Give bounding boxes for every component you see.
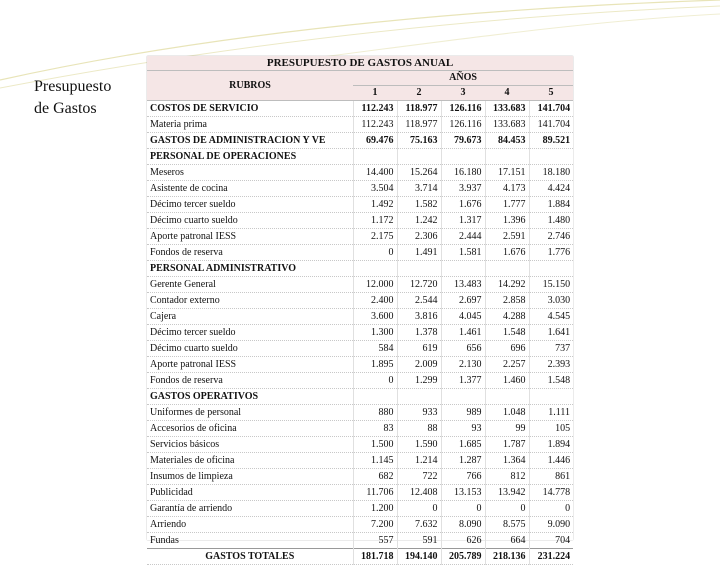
row-value-year-2: 118.977	[397, 117, 441, 133]
row-value-year-5: 4.424	[529, 181, 573, 197]
row-value-year-1: 1.145	[353, 453, 397, 469]
row-value-year-2: 619	[397, 341, 441, 357]
row-value-year-4: 2.257	[485, 357, 529, 373]
slide-title-line1: Presupuesto	[34, 78, 112, 95]
table-row	[147, 341, 573, 357]
row-label: Cajera	[147, 309, 353, 325]
row-value-year-4: 696	[485, 341, 529, 357]
table-row	[147, 101, 573, 117]
row-value-year-5: 1.446	[529, 453, 573, 469]
row-value-year-3: 4.045	[441, 309, 485, 325]
row-value-year-1: 83	[353, 421, 397, 437]
row-value-year-1: 1.300	[353, 325, 397, 341]
row-value-year-2: 75.163	[397, 133, 441, 149]
table-row	[147, 133, 573, 149]
row-value-year-2: 591	[397, 533, 441, 549]
row-value-year-2: 1.214	[397, 453, 441, 469]
row-value-year-5: 1.894	[529, 437, 573, 453]
row-value-year-4: 99	[485, 421, 529, 437]
row-value-year-5: 3.030	[529, 293, 573, 309]
row-value-year-4: 4.173	[485, 181, 529, 197]
row-value-year-3: 1.581	[441, 245, 485, 261]
row-label: Publicidad	[147, 485, 353, 501]
year-header-2: 2	[397, 86, 441, 101]
row-value-year-5	[529, 149, 573, 165]
row-value-year-4: 133.683	[485, 117, 529, 133]
row-value-year-1: 0	[353, 245, 397, 261]
year-header-5: 5	[529, 86, 573, 101]
row-value-year-1: 3.504	[353, 181, 397, 197]
row-value-year-2: 1.582	[397, 197, 441, 213]
row-value-year-2: 2.306	[397, 229, 441, 245]
table-row	[147, 261, 573, 277]
row-value-year-2: 15.264	[397, 165, 441, 181]
row-value-year-2	[397, 149, 441, 165]
rubros-header: RUBROS	[147, 71, 353, 101]
row-value-year-5: 861	[529, 469, 573, 485]
row-value-year-3: 1.685	[441, 437, 485, 453]
row-value-year-2: 7.632	[397, 517, 441, 533]
row-value-year-1: 1.172	[353, 213, 397, 229]
row-label: Meseros	[147, 165, 353, 181]
row-value-year-3: 766	[441, 469, 485, 485]
row-value-year-4: 1.676	[485, 245, 529, 261]
row-label: GASTOS DE ADMINISTRACION Y VE	[147, 133, 353, 149]
row-value-year-3: 989	[441, 405, 485, 421]
row-value-year-4: 1.048	[485, 405, 529, 421]
table-row	[147, 293, 573, 309]
row-value-year-3: 626	[441, 533, 485, 549]
row-label: PERSONAL ADMINISTRATIVO	[147, 261, 353, 277]
year-header-1: 1	[353, 86, 397, 101]
table-row	[147, 549, 573, 565]
row-value-year-2	[397, 261, 441, 277]
row-value-year-3	[441, 389, 485, 405]
table-row	[147, 357, 573, 373]
row-value-year-2: 0	[397, 501, 441, 517]
row-value-year-1: 12.000	[353, 277, 397, 293]
table-row	[147, 229, 573, 245]
row-value-year-2: 1.491	[397, 245, 441, 261]
row-value-year-3: 8.090	[441, 517, 485, 533]
row-label: GASTOS TOTALES	[147, 549, 353, 565]
row-label: Servicios básicos	[147, 437, 353, 453]
row-value-year-1	[353, 149, 397, 165]
table-title: PRESUPUESTO DE GASTOS ANUAL	[147, 56, 573, 71]
table-row	[147, 501, 573, 517]
slide-title-line2: de Gastos	[34, 100, 97, 117]
row-value-year-2	[397, 389, 441, 405]
table-row	[147, 213, 573, 229]
row-label: Contador externo	[147, 293, 353, 309]
budget-sheet	[147, 56, 573, 562]
table-row	[147, 485, 573, 501]
row-value-year-1: 14.400	[353, 165, 397, 181]
row-value-year-2: 1.378	[397, 325, 441, 341]
row-value-year-2: 1.299	[397, 373, 441, 389]
row-value-year-4: 17.151	[485, 165, 529, 181]
row-value-year-5: 105	[529, 421, 573, 437]
table-row	[147, 533, 573, 549]
row-value-year-5	[529, 261, 573, 277]
row-label: Aporte patronal IESS	[147, 357, 353, 373]
row-value-year-2: 722	[397, 469, 441, 485]
table-years-row	[147, 71, 573, 86]
row-value-year-1: 2.400	[353, 293, 397, 309]
row-value-year-5: 1.480	[529, 213, 573, 229]
row-value-year-3: 3.937	[441, 181, 485, 197]
row-value-year-3: 126.116	[441, 101, 485, 117]
row-value-year-3: 2.130	[441, 357, 485, 373]
budget-table	[147, 56, 573, 565]
table-row	[147, 389, 573, 405]
slide-title	[34, 76, 111, 120]
row-value-year-4	[485, 149, 529, 165]
row-value-year-2: 194.140	[397, 549, 441, 565]
row-value-year-2: 3.714	[397, 181, 441, 197]
row-value-year-5: 1.641	[529, 325, 573, 341]
row-value-year-4: 1.396	[485, 213, 529, 229]
table-row	[147, 421, 573, 437]
row-value-year-1: 1.895	[353, 357, 397, 373]
row-value-year-3: 0	[441, 501, 485, 517]
row-label: Aporte patronal IESS	[147, 229, 353, 245]
row-value-year-1: 112.243	[353, 117, 397, 133]
row-value-year-2: 1.590	[397, 437, 441, 453]
table-row	[147, 277, 573, 293]
row-label: Materiales de oficina	[147, 453, 353, 469]
row-value-year-1: 0	[353, 373, 397, 389]
row-value-year-1: 2.175	[353, 229, 397, 245]
row-label: COSTOS DE SERVICIO	[147, 101, 353, 117]
row-label: Asistente de cocina	[147, 181, 353, 197]
row-value-year-1: 69.476	[353, 133, 397, 149]
row-value-year-3: 79.673	[441, 133, 485, 149]
table-row	[147, 373, 573, 389]
row-value-year-1: 1.500	[353, 437, 397, 453]
row-value-year-5: 2.746	[529, 229, 573, 245]
row-value-year-5: 15.150	[529, 277, 573, 293]
row-label: Uniformes de personal	[147, 405, 353, 421]
table-body	[147, 101, 573, 565]
row-value-year-4: 1.548	[485, 325, 529, 341]
row-value-year-3: 126.116	[441, 117, 485, 133]
row-value-year-4: 13.942	[485, 485, 529, 501]
row-label: Décimo cuarto sueldo	[147, 341, 353, 357]
table-row	[147, 117, 573, 133]
row-value-year-4: 8.575	[485, 517, 529, 533]
row-label: Décimo tercer sueldo	[147, 325, 353, 341]
row-value-year-3: 1.461	[441, 325, 485, 341]
row-value-year-3: 16.180	[441, 165, 485, 181]
row-value-year-1: 584	[353, 341, 397, 357]
row-value-year-3: 1.377	[441, 373, 485, 389]
table-row	[147, 517, 573, 533]
row-value-year-2: 933	[397, 405, 441, 421]
row-value-year-3: 13.153	[441, 485, 485, 501]
row-value-year-3	[441, 261, 485, 277]
row-value-year-2: 2.544	[397, 293, 441, 309]
table-row	[147, 181, 573, 197]
row-value-year-1: 112.243	[353, 101, 397, 117]
year-header-3: 3	[441, 86, 485, 101]
row-value-year-1	[353, 389, 397, 405]
row-value-year-3: 1.676	[441, 197, 485, 213]
row-value-year-3: 13.483	[441, 277, 485, 293]
row-value-year-5: 2.393	[529, 357, 573, 373]
row-label: Arriendo	[147, 517, 353, 533]
row-value-year-3: 1.287	[441, 453, 485, 469]
row-value-year-2: 88	[397, 421, 441, 437]
row-label: Décimo tercer sueldo	[147, 197, 353, 213]
row-value-year-4: 1.787	[485, 437, 529, 453]
row-value-year-3: 93	[441, 421, 485, 437]
row-value-year-4: 133.683	[485, 101, 529, 117]
row-value-year-5: 231.224	[529, 549, 573, 565]
row-value-year-2: 3.816	[397, 309, 441, 325]
row-value-year-5: 89.521	[529, 133, 573, 149]
row-value-year-3: 2.697	[441, 293, 485, 309]
row-value-year-1: 557	[353, 533, 397, 549]
row-label: Fondos de reserva	[147, 245, 353, 261]
row-value-year-4: 14.292	[485, 277, 529, 293]
table-row	[147, 197, 573, 213]
row-value-year-1: 880	[353, 405, 397, 421]
row-label: Materia prima	[147, 117, 353, 133]
row-value-year-4: 1.777	[485, 197, 529, 213]
row-value-year-2: 12.408	[397, 485, 441, 501]
row-value-year-5: 141.704	[529, 117, 573, 133]
table-title-row	[147, 56, 573, 71]
row-value-year-1: 11.706	[353, 485, 397, 501]
table-row	[147, 405, 573, 421]
row-value-year-1: 682	[353, 469, 397, 485]
row-value-year-4: 1.460	[485, 373, 529, 389]
row-value-year-4: 2.591	[485, 229, 529, 245]
table-row	[147, 165, 573, 181]
row-value-year-1: 181.718	[353, 549, 397, 565]
row-value-year-3: 656	[441, 341, 485, 357]
years-header: AÑOS	[353, 71, 573, 86]
table-row	[147, 149, 573, 165]
row-value-year-5: 9.090	[529, 517, 573, 533]
table-row	[147, 469, 573, 485]
row-value-year-1: 3.600	[353, 309, 397, 325]
row-value-year-3: 1.317	[441, 213, 485, 229]
row-value-year-5: 14.778	[529, 485, 573, 501]
row-value-year-4	[485, 389, 529, 405]
row-value-year-3	[441, 149, 485, 165]
row-label: Fondos de reserva	[147, 373, 353, 389]
row-label: Décimo cuarto sueldo	[147, 213, 353, 229]
row-value-year-1	[353, 261, 397, 277]
row-value-year-2: 118.977	[397, 101, 441, 117]
row-value-year-2: 2.009	[397, 357, 441, 373]
row-value-year-4: 218.136	[485, 549, 529, 565]
row-value-year-4: 2.858	[485, 293, 529, 309]
row-label: PERSONAL DE OPERACIONES	[147, 149, 353, 165]
row-value-year-1: 7.200	[353, 517, 397, 533]
row-value-year-4	[485, 261, 529, 277]
row-value-year-5: 141.704	[529, 101, 573, 117]
table-row	[147, 453, 573, 469]
row-value-year-1: 1.200	[353, 501, 397, 517]
table-row	[147, 309, 573, 325]
row-value-year-4: 812	[485, 469, 529, 485]
table-row	[147, 245, 573, 261]
row-value-year-5: 1.548	[529, 373, 573, 389]
row-label: Garantía de arriendo	[147, 501, 353, 517]
row-value-year-5: 737	[529, 341, 573, 357]
row-label: Accesorios de oficina	[147, 421, 353, 437]
row-label: GASTOS OPERATIVOS	[147, 389, 353, 405]
row-label: Gerente General	[147, 277, 353, 293]
row-value-year-4: 0	[485, 501, 529, 517]
row-value-year-5: 704	[529, 533, 573, 549]
table-row	[147, 325, 573, 341]
row-value-year-2: 12.720	[397, 277, 441, 293]
row-value-year-1: 1.492	[353, 197, 397, 213]
year-header-4: 4	[485, 86, 529, 101]
row-value-year-5: 1.111	[529, 405, 573, 421]
row-value-year-4: 84.453	[485, 133, 529, 149]
row-value-year-3: 2.444	[441, 229, 485, 245]
row-value-year-5: 1.776	[529, 245, 573, 261]
row-label: Insumos de limpieza	[147, 469, 353, 485]
row-value-year-5: 1.884	[529, 197, 573, 213]
row-value-year-5: 4.545	[529, 309, 573, 325]
row-value-year-4: 664	[485, 533, 529, 549]
row-label: Fundas	[147, 533, 353, 549]
row-value-year-4: 4.288	[485, 309, 529, 325]
row-value-year-4: 1.364	[485, 453, 529, 469]
row-value-year-2: 1.242	[397, 213, 441, 229]
row-value-year-3: 205.789	[441, 549, 485, 565]
row-value-year-5	[529, 389, 573, 405]
row-value-year-5: 18.180	[529, 165, 573, 181]
row-value-year-5: 0	[529, 501, 573, 517]
table-row	[147, 437, 573, 453]
